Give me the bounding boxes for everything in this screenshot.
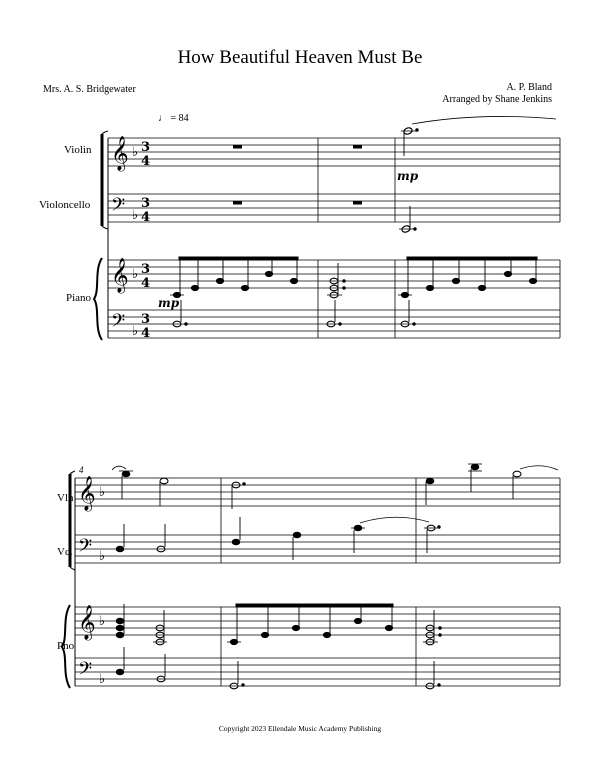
- flat-icon: ♭: [132, 208, 139, 223]
- staff-piano-lh-2: [75, 658, 560, 686]
- svg-text:3: 3: [141, 140, 151, 155]
- piano-rh-m3-eighths: [398, 257, 537, 298]
- violin-m4-notes: [112, 466, 168, 506]
- flat-icon: ♭: [99, 485, 106, 500]
- piano-lh-s2-notes: [116, 647, 440, 689]
- staff-violin-1: [108, 138, 560, 166]
- time-signature: [141, 140, 150, 341]
- instrument-label-cello: Violoncello: [39, 199, 91, 211]
- svg-text:4: 4: [141, 276, 151, 291]
- quarter-note-icon: ♩: [158, 113, 168, 124]
- piano-brace-1: [94, 258, 102, 340]
- composer-credit: A. P. Bland: [506, 82, 552, 93]
- dynamic-mp-violin: mp: [397, 169, 419, 183]
- bass-clef-icon: 𝄢: [111, 311, 126, 336]
- tempo-value: = 84: [170, 113, 189, 124]
- copyright-footer: Copyright 2023 Ellendale Music Academy Publishing: [218, 724, 382, 733]
- piano-rh-m1-eighths: [170, 257, 298, 298]
- treble-clef-icon: 𝄞: [111, 258, 129, 293]
- instrument-label-piano-short: Pno: [57, 640, 75, 652]
- staff-cello-2: [75, 535, 560, 563]
- whole-rests: [233, 145, 362, 205]
- flat-icon: ♭: [132, 145, 139, 160]
- instrument-label-violin: Violin: [64, 144, 92, 156]
- arranger-credit: Arranged by Shane Jenkins: [442, 94, 552, 105]
- svg-text:4: 4: [141, 210, 151, 225]
- flat-icon: ♭: [99, 672, 106, 687]
- bass-clef-icon: 𝄢: [78, 536, 93, 561]
- violin-m5-note: [232, 482, 245, 509]
- treble-clef-icon: 𝄞: [78, 605, 96, 640]
- piano-rh-m6-chord: [423, 610, 441, 645]
- flat-icon: ♭: [132, 324, 139, 339]
- lyricist-credit: Mrs. A. S. Bridgewater: [43, 84, 136, 95]
- violin-m3-note: [401, 116, 556, 156]
- bass-clef-icon: 𝄢: [111, 195, 126, 220]
- treble-clef-icon: 𝄞: [111, 136, 129, 171]
- svg-text:3: 3: [141, 262, 151, 277]
- piano-rh-m2-chord: [327, 263, 345, 298]
- bass-clef-icon: 𝄢: [78, 659, 93, 684]
- staff-piano-rh-2: [75, 607, 560, 635]
- svg-text:4: 4: [141, 154, 151, 169]
- piano-lh-s1-notes: [173, 300, 415, 327]
- svg-text:3: 3: [141, 196, 151, 211]
- instrument-label-piano: Piano: [66, 292, 92, 304]
- flat-icon: ♭: [99, 549, 106, 564]
- staff-piano-lh-1: [108, 310, 560, 338]
- instrument-label-violin-short: Vln: [57, 492, 74, 504]
- dynamic-mp-piano: mp: [158, 296, 180, 310]
- piano-brace-2: [62, 605, 70, 688]
- cello-s2-notes: [116, 517, 440, 560]
- page-title: How Beautiful Heaven Must Be: [177, 47, 423, 68]
- treble-clef-icon: 𝄞: [78, 476, 96, 511]
- piano-rh-m5-eighths: [227, 604, 393, 645]
- staff-cello-1: [108, 194, 560, 222]
- flat-icon: ♭: [132, 267, 139, 282]
- measure-number: 4: [79, 465, 84, 475]
- cello-m3-note: [399, 206, 416, 233]
- piano-rh-m4-chords: [116, 604, 167, 645]
- svg-text:3: 3: [141, 312, 151, 327]
- flat-icon: ♭: [99, 614, 106, 629]
- staff-violin-2: [75, 478, 560, 506]
- svg-text:4: 4: [141, 326, 151, 341]
- instrument-label-cello-short: Vc.: [57, 546, 73, 558]
